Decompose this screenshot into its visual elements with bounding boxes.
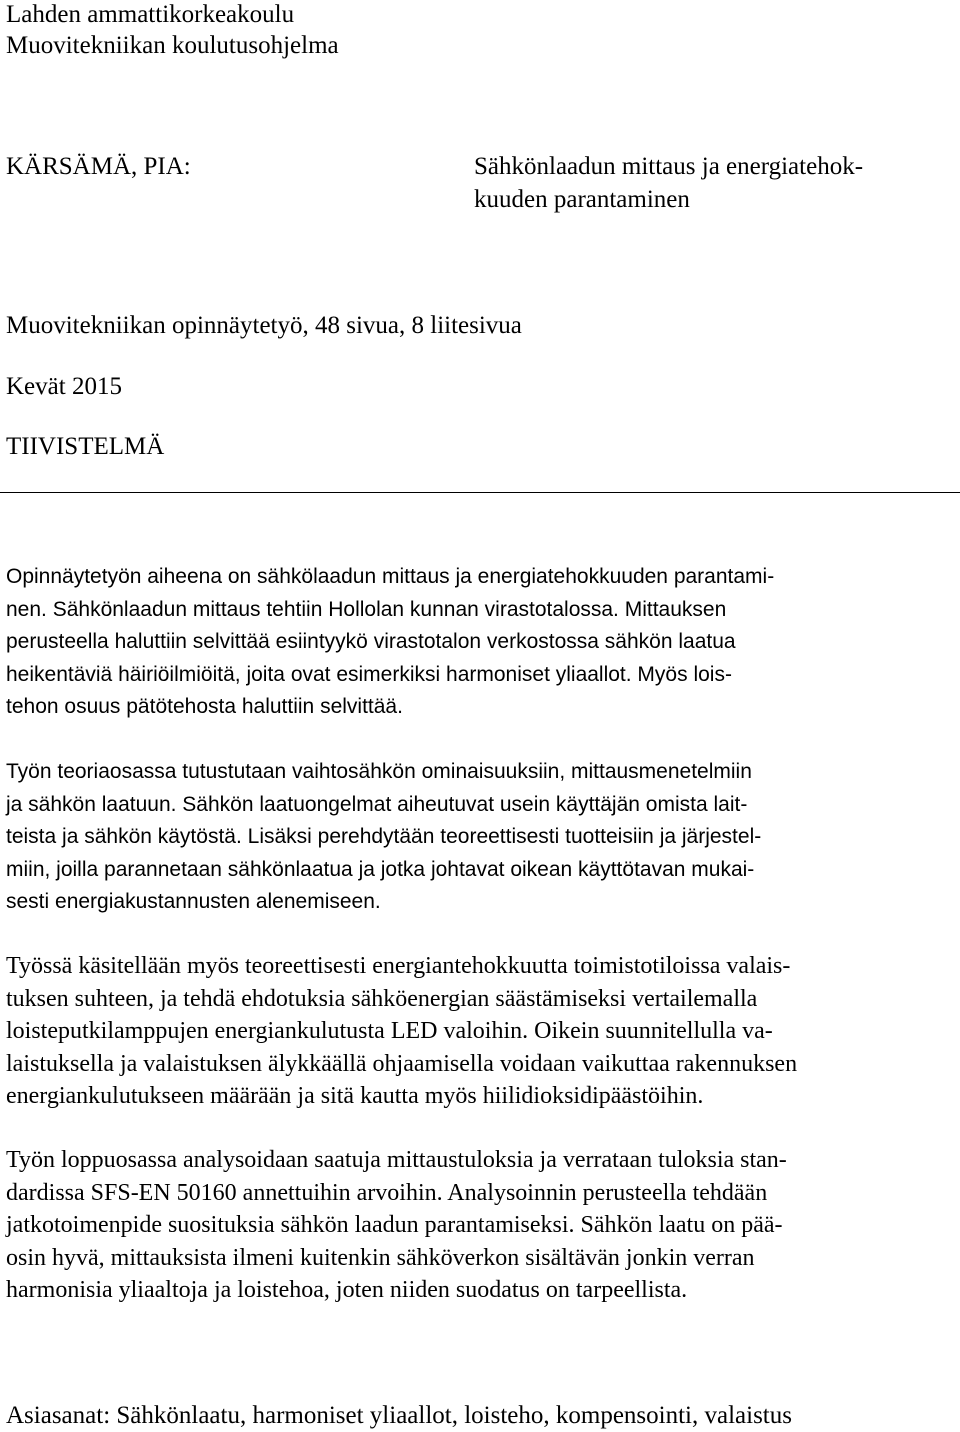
paragraph-line: jatkotoimenpide suosituksia sähkön laadun parantamiseksi. Sähkön laatu on pää- [6, 1212, 783, 1238]
paragraph-line: loisteputkilamppujen energiankulutusta LED valoihin. Oikein suunnitellulla va- [6, 1018, 773, 1044]
institution-name: Lahden ammattikorkeakoulu [6, 1, 295, 28]
paragraph-line: energiankulutukseen määrään ja sitä kautta myös hiilidioksidipäästöihin. [6, 1083, 704, 1109]
paragraph-line: dardissa SFS-EN 50160 annettuihin arvoihin. Analysoinnin perusteella tehdään [6, 1179, 768, 1206]
divider-line [0, 492, 960, 493]
abstract-paragraph-4 [6, 1144, 946, 1307]
paragraph-line: harmonisia yliaaltoja ja loistehoa, joten niiden suodatus on tarpeellista. [6, 1277, 688, 1303]
program-name: Muovitekniikan koulutusohjelma [6, 32, 339, 59]
paragraph-line: tehon osuus pätötehosta haluttiin selvittää. [6, 695, 403, 718]
paragraph-line: Opinnäytetyön aiheena on sähkölaadun mittaus ja energiatehokkuuden parantami- [6, 565, 775, 588]
paragraph-line: Työssä käsitellään myös teoreettisesti energiantehokkuutta toimistotiloissa valais- [6, 953, 791, 979]
author-name: KÄRSÄMÄ, PIA: [6, 153, 191, 180]
abstract-paragraph-3 [6, 950, 946, 1113]
abstract-paragraph-2 [6, 756, 946, 919]
thesis-title-line-1: Sähkönlaadun mittaus ja energiatehok- [474, 153, 864, 180]
paragraph-line: tuksen suhteen, ja tehdä ehdotuksia sähköenergian säästämiseksi vertailemalla [6, 985, 758, 1012]
paragraph-line: perusteella haluttiin selvittää esiintyykö virastotalon verkostossa sähkön laatua [6, 630, 736, 653]
paragraph-line: miin, joilla parannetaan sähkönlaatua ja jotka johtavat oikean käyttötavan mukai- [6, 857, 755, 881]
paragraph-line: heikentäviä häiriöilmiöitä, joita ovat esimerkiksi harmoniset yliaallot. Myös lois- [6, 662, 732, 686]
keywords: Asiasanat: Sähkönlaatu, harmoniset yliaallot, loisteho, kompensointi, valaistus [6, 1402, 792, 1429]
paragraph-line: sesti energiakustannusten alenemiseen. [6, 890, 381, 913]
paragraph-line: teista ja sähkön käytöstä. Lisäksi perehdytään teoreettisesti tuotteisiin ja järjestel- [6, 825, 762, 848]
paragraph-line: ja sähkön laatuun. Sähkön laatuongelmat aiheutuvat usein käyttäjän omista lait- [6, 792, 748, 816]
thesis-title-line-2: kuuden parantaminen [474, 186, 690, 213]
paragraph-line: laistuksella ja valaistuksen älykkäällä ohjaamisella voidaan vaikuttaa rakennuksen [6, 1050, 798, 1077]
paragraph-line: Työn loppuosassa analysoidaan saatuja mittaustuloksia ja verrataan tuloksia stan- [6, 1147, 787, 1173]
paragraph-line: Työn teoriaosassa tutustutaan vaihtosähkön ominaisuuksiin, mittausmenetelmiin [6, 760, 752, 783]
thesis-info: Muovitekniikan opinnäytetyö, 48 sivua, 8 liitesivua [6, 312, 522, 339]
abstract-paragraph-1 [6, 561, 946, 724]
section-heading: TIIVISTELMÄ [6, 433, 165, 460]
paragraph-line: osin hyvä, mittauksista ilmeni kuitenkin sähköverkon sisältävän jonkin verran [6, 1244, 755, 1271]
paragraph-line: nen. Sähkönlaadun mittaus tehtiin Hollolan kunnan virastotalossa. Mittauksen [6, 597, 727, 621]
term: Kevät 2015 [6, 373, 122, 400]
